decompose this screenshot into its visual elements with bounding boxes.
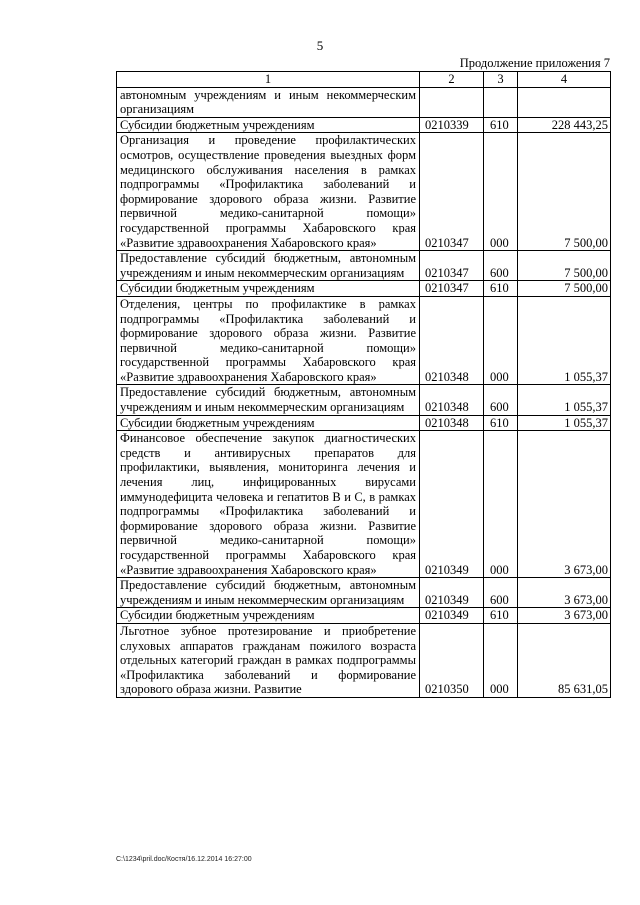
table-header-row bbox=[117, 72, 611, 88]
row-amount: 3 673,00 bbox=[518, 431, 611, 578]
row-description: Субсидии бюджетным учреждениям bbox=[117, 415, 420, 431]
row-expense-type: 600 bbox=[484, 385, 518, 415]
row-amount: 3 673,00 bbox=[518, 608, 611, 624]
row-target-code: 0210339 bbox=[420, 117, 484, 133]
row-amount: 1 055,37 bbox=[518, 385, 611, 415]
row-expense-type: 600 bbox=[484, 578, 518, 608]
row-description: Льготное зубное протезирование и приобретение слуховых аппаратов гражданам пожилого возраста отдельных категорий граждан в рамках подпрограммы «Профилактика заболеваний и формирование здорового образа жизни. Развитие bbox=[117, 623, 420, 697]
row-expense-type: 000 bbox=[484, 431, 518, 578]
row-description: Организация и проведение профилактических осмотров, осуществление проведения выездных форм медицинского обслуживания населения в рамках подпрограммы «Профилактика заболеваний и формирование здорового образа жизни. Развитие первичной медико-санитарной помощи» государственной программы Хабаровского края «Развитие здравоохранения Хабаровского края» bbox=[117, 133, 420, 251]
table-row bbox=[117, 578, 611, 608]
row-target-code bbox=[420, 87, 484, 117]
row-amount: 85 631,05 bbox=[518, 623, 611, 697]
row-description: Финансовое обеспечение закупок диагностических средств и антивирусных препаратов для профилактики, выявления, мониторинга лечения и лечения лиц, инфицированных вирусами иммунодефицита человека и гепатитов В и С, в рамках подпрограммы «Профилактика заболеваний и формирование здорового образа жизни. Развитие первичной медико-санитарной помощи» государственной программы Хабаровского края «Развитие здравоохранения Хабаровского края» bbox=[117, 431, 420, 578]
row-description: Субсидии бюджетным учреждениям bbox=[117, 117, 420, 133]
row-amount: 1 055,37 bbox=[518, 415, 611, 431]
row-expense-type: 000 bbox=[484, 133, 518, 251]
row-target-code: 0210347 bbox=[420, 133, 484, 251]
row-expense-type: 610 bbox=[484, 415, 518, 431]
table-row bbox=[117, 608, 611, 624]
row-description: автономным учреждениям и иным некоммерческим организациям bbox=[117, 87, 420, 117]
row-target-code: 0210347 bbox=[420, 251, 484, 281]
row-description: Отделения, центры по профилактике в рамках подпрограммы «Профилактика заболеваний и формирование здорового образа жизни. Развитие первичной медико-санитарной помощи» государственной программы Хабаровского края «Развитие здравоохранения Хабаровского края» bbox=[117, 296, 420, 385]
row-expense-type: 610 bbox=[484, 608, 518, 624]
row-expense-type bbox=[484, 87, 518, 117]
row-amount: 7 500,00 bbox=[518, 281, 611, 297]
table-row bbox=[117, 431, 611, 578]
table-row bbox=[117, 117, 611, 133]
row-amount: 228 443,25 bbox=[518, 117, 611, 133]
row-target-code: 0210348 bbox=[420, 415, 484, 431]
row-target-code: 0210348 bbox=[420, 385, 484, 415]
row-expense-type: 600 bbox=[484, 251, 518, 281]
header-col-2: 2 bbox=[420, 72, 484, 88]
row-amount: 7 500,00 bbox=[518, 133, 611, 251]
header-col-1: 1 bbox=[117, 72, 420, 88]
row-amount: 1 055,37 bbox=[518, 296, 611, 385]
row-amount: 7 500,00 bbox=[518, 251, 611, 281]
row-description: Субсидии бюджетным учреждениям bbox=[117, 608, 420, 624]
table-row bbox=[117, 251, 611, 281]
row-expense-type: 000 bbox=[484, 296, 518, 385]
row-target-code: 0210349 bbox=[420, 608, 484, 624]
row-target-code: 0210347 bbox=[420, 281, 484, 297]
row-target-code: 0210349 bbox=[420, 578, 484, 608]
row-target-code: 0210349 bbox=[420, 431, 484, 578]
row-amount bbox=[518, 87, 611, 117]
header-col-4: 4 bbox=[518, 72, 611, 88]
row-description: Предоставление субсидий бюджетным, автономным учреждениям и иным некоммерческим организациям bbox=[117, 578, 420, 608]
row-expense-type: 000 bbox=[484, 623, 518, 697]
table-row bbox=[117, 133, 611, 251]
table-row bbox=[117, 415, 611, 431]
table-row bbox=[117, 385, 611, 415]
table-row bbox=[117, 281, 611, 297]
row-description: Предоставление субсидий бюджетным, автономным учреждениям и иным некоммерческим организациям bbox=[117, 251, 420, 281]
row-target-code: 0210350 bbox=[420, 623, 484, 697]
budget-table bbox=[116, 71, 611, 698]
row-target-code: 0210348 bbox=[420, 296, 484, 385]
table-row bbox=[117, 296, 611, 385]
file-path-footer: C:\1234\pril.doc/Костя/16.12.2014 16:27:00 bbox=[116, 856, 252, 863]
header-col-3: 3 bbox=[484, 72, 518, 88]
row-expense-type: 610 bbox=[484, 281, 518, 297]
table-row bbox=[117, 623, 611, 697]
table-row bbox=[117, 87, 611, 117]
page-number: 5 bbox=[316, 38, 324, 53]
row-amount: 3 673,00 bbox=[518, 578, 611, 608]
row-expense-type: 610 bbox=[484, 117, 518, 133]
row-description: Предоставление субсидий бюджетным, автономным учреждениям и иным некоммерческим организациям bbox=[117, 385, 420, 415]
continuation-caption: Продолжение приложения 7 bbox=[459, 56, 610, 70]
row-description: Субсидии бюджетным учреждениям bbox=[117, 281, 420, 297]
